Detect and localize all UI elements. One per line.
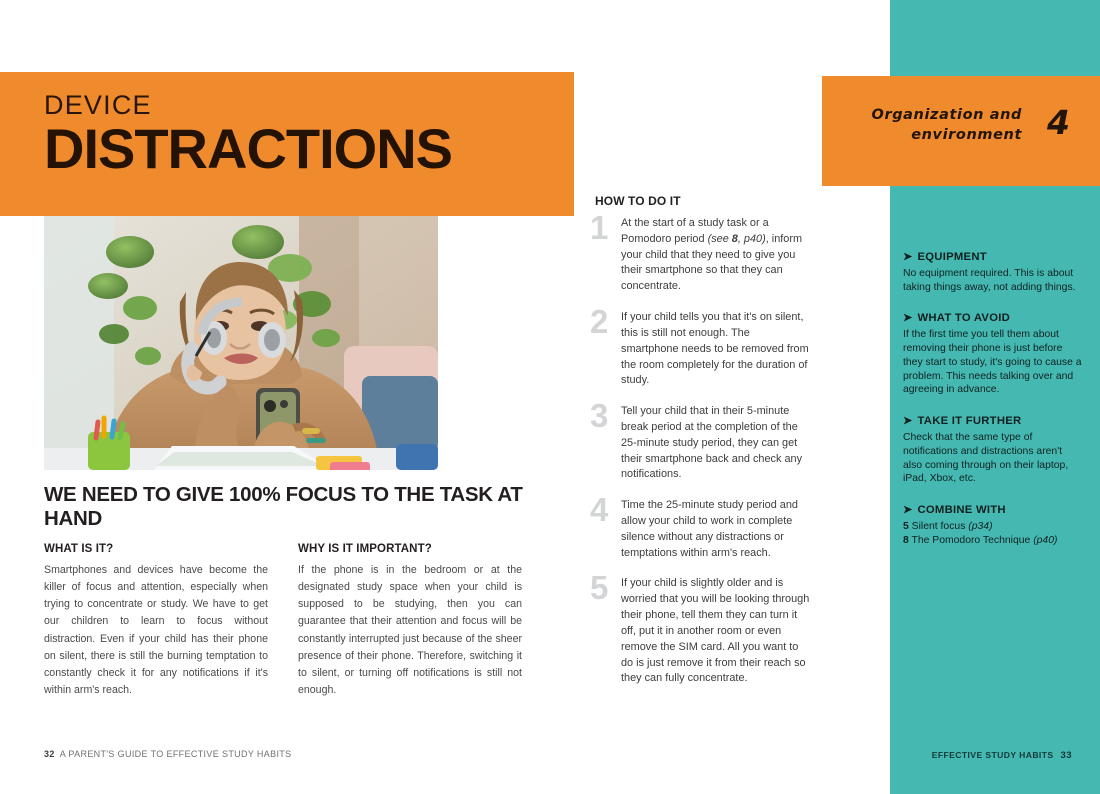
sidebar-block-take-it-further	[903, 414, 1083, 486]
sidebar-block-heading: ➤ TAKE IT FURTHER	[903, 415, 1022, 428]
how-to-step	[590, 397, 810, 483]
footer-left-title: A PARENT'S GUIDE TO EFFECTIVE STUDY HABITS	[59, 749, 292, 759]
column-heading: WHAT IS IT?	[44, 543, 114, 555]
how-to-heading: HOW TO DO IT	[595, 194, 681, 208]
chapter-tab	[822, 76, 1100, 186]
combine-with-item: 8 The Pomodoro Technique (p40)	[903, 535, 1058, 547]
step-text: Tell your child that in their 5-minute break period at the completion of the 25-minute study period, they can get their smartphone back and check any notifications.	[621, 405, 803, 481]
footer-left	[44, 749, 292, 759]
sidebar-block-body: Check that the same type of notifications and distractions aren't also coming through on their laptop, iPad, Xbox, etc.	[903, 432, 1069, 485]
page-title: DISTRACTIONS	[44, 117, 452, 180]
step-number: 1	[590, 209, 609, 246]
column-heading: WHY IS IT IMPORTANT?	[298, 543, 432, 555]
sidebar-content	[903, 250, 1083, 565]
article-subhead: WE NEED TO GIVE 100% FOCUS TO THE TASK AT HAND	[44, 483, 523, 530]
sidebar-block-heading: ➤ EQUIPMENT	[903, 251, 987, 263]
footer-left-page-number: 32	[44, 749, 55, 759]
sidebar-block-body: If the first time you tell them about removing their phone is just before they start to study, it's going to cause a problem. This needs talking over and agreeing in advance.	[903, 329, 1082, 396]
how-to-step	[590, 303, 810, 389]
article-columns	[44, 543, 522, 699]
column-body: If the phone is in the bedroom or at the designated study space when your child is supposed to be studying, then you can guarantee that their attention and focus will be constantly interrupted just because of the sheer presence of their phone. Therefore, switching it to silent, or turning off notifications is still not enough.	[298, 564, 522, 697]
arrow-bullet-icon: ➤	[903, 251, 913, 263]
arrow-bullet-icon: ➤	[903, 415, 913, 428]
title-banner-text	[44, 90, 452, 180]
how-to-step	[590, 209, 810, 295]
how-to-do-it-section	[590, 194, 810, 702]
sidebar-block-heading: ➤ COMBINE WITH	[903, 504, 1006, 517]
chapter-number: 4	[1047, 103, 1070, 142]
sidebar-block-what-to-avoid	[903, 311, 1083, 397]
combine-with-item: 5 Silent focus (p34)	[903, 521, 993, 533]
how-to-step	[590, 491, 810, 561]
step-number: 5	[590, 569, 609, 607]
footer-right	[932, 750, 1072, 761]
step-number: 2	[590, 303, 609, 341]
step-text: Time the 25-minute study period and allow your child to work in complete silence without any distractions or temptations within arm's reach.	[621, 499, 798, 559]
sidebar-block-body: No equipment required. This is about taking things away, not adding things.	[903, 268, 1076, 293]
column-what-is-it	[44, 543, 268, 699]
how-to-step	[590, 569, 810, 687]
article-photo	[44, 216, 438, 470]
arrow-bullet-icon: ➤	[903, 504, 913, 517]
arrow-bullet-icon: ➤	[903, 312, 913, 325]
photo-illustration	[44, 216, 438, 470]
footer-right-title: EFFECTIVE STUDY HABITS	[931, 750, 1054, 760]
step-number: 3	[590, 397, 609, 435]
sidebar-block-heading: ➤ WHAT TO AVOID	[903, 312, 1011, 325]
chapter-label: Organization and environment	[871, 107, 1022, 143]
footer-right-page-number: 33	[1060, 750, 1072, 761]
title-banner	[0, 72, 574, 216]
sidebar-block-equipment	[903, 250, 1083, 294]
step-number: 4	[590, 491, 609, 529]
title-kicker: DEVICE	[44, 90, 152, 120]
step-text: At the start of a study task or a Pomodoro period (see 8, p40), inform your child that they need to give you their smartphone so that they can concentrate.	[621, 217, 803, 293]
step-text: If your child is slightly older and is worried that you will be looking through their phone, tell them they can turn it off, put it in another room or even remove the SIM card. All you want to do is just remove it from their reach so they can fully concentrate.	[621, 577, 810, 685]
column-why-is-it-important	[298, 543, 522, 699]
sidebar-block-combine-with	[903, 503, 1083, 548]
column-body: Smartphones and devices have become the killer of focus and attention, especially when trying to concentrate or study. We have to get our children to learn to focus without distraction. Even if your child has their phone on silent, there is still the burning temptation to constantly check it for any notifications if it's within arm's reach.	[44, 564, 268, 697]
step-text: If your child tells you that it's on silent, this is still not enough. The smartphone needs to be removed from the room completely for the duration of study.	[621, 311, 809, 387]
